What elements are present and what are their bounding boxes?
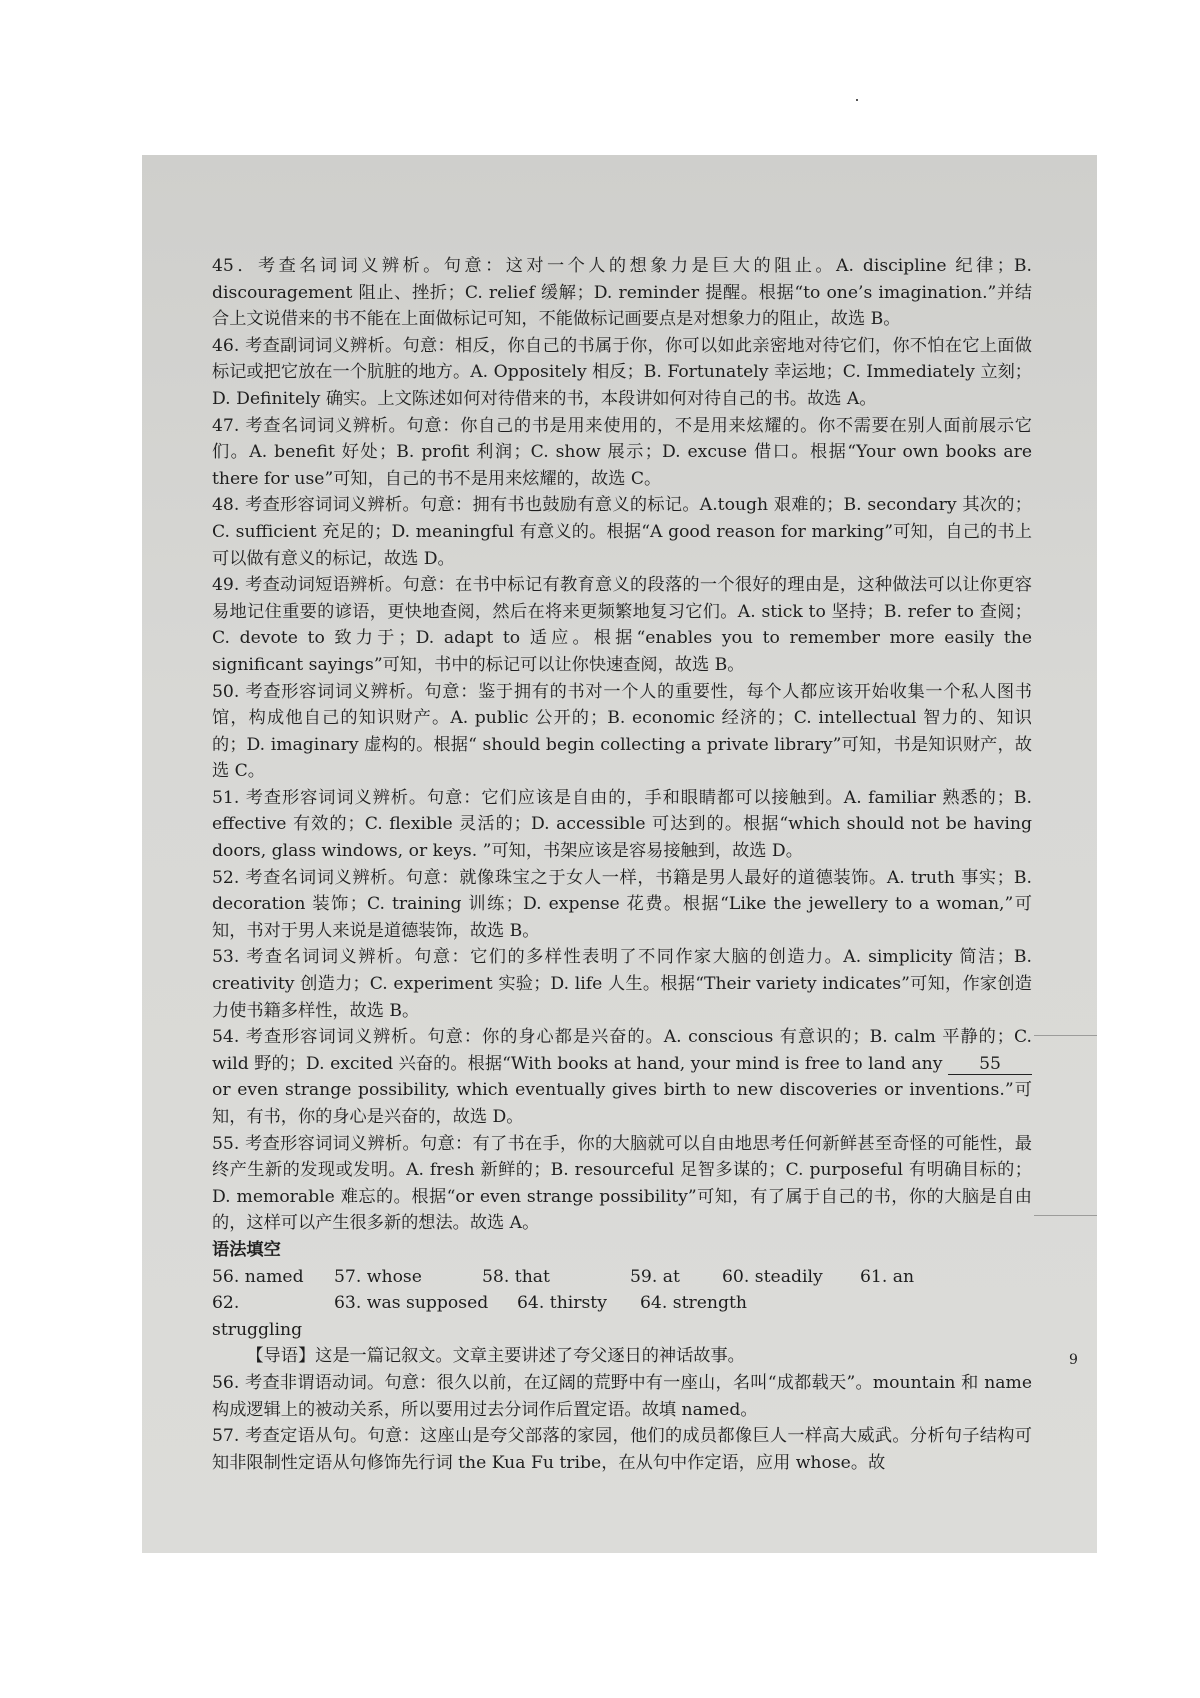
edge-line — [1034, 1035, 1097, 1036]
explanation-56: 56. 考查非谓语动词。句意：很久以前，在辽阔的荒野中有一座山，名叫“成都载天”。mountain 和 name 构成逻辑上的被动关系，所以要用过去分词作后置定语。故填 named。 — [212, 1372, 1032, 1420]
explanation-49: 49. 考查动词短语辨析。句意：在书中标记有教育意义的段落的一个很好的理由是，这种做法可以让你更容易地记住重要的谚语，更快地查阅，然后在将来更频繁地复习它们。A. stick to 坚持；B. refer to 查阅；C. devote to 致力于；D. adapt to 适应。根据“enables you to remember more easily the significant sayings”可知，书中的标记可以让你快速查阅，故选 B。 — [212, 575, 1032, 675]
explanation-47: 47. 考查名词词义辨析。句意：你自己的书是用来使用的，不是用来炫耀的。你不需要在别人面前展示它们。A. benefit 好处；B. profit 利润；C. show 展示；D. excuse 借口。根据“Your own books are there for use”可知，自己的书不是用来炫耀的，故选 C。 — [212, 415, 1032, 489]
explanation-57: 57. 考查定语从句。句意：这座山是夸父部落的家园，他们的成员都像巨人一样高大威武。分析句子结构可知非限制性定语从句修饰先行词 the Kua Fu tribe，在从句中作定语，应用 whose。故 — [212, 1426, 1032, 1473]
explanation-53: 53. 考查名词词义辨析。句意：它们的多样性表明了不同作家大脑的创造力。A. simplicity 简洁；B. creativity 创造力；C. experiment 实验；D. life 人生。根据“Their variety indicates”可知，作家创造力使书籍多样性，故选 B。 — [212, 947, 1032, 1021]
answer-65: 64. strength — [640, 1293, 747, 1314]
answer-63: 63. was supposed — [334, 1293, 489, 1314]
answer-56: 56. named — [212, 1266, 304, 1287]
section-heading-grammar: 语法填空 — [212, 1239, 281, 1260]
explanation-51: 51. 考查形容词词义辨析。句意：它们应该是自由的，手和眼睛都可以接触到。A. familiar 熟悉的；B. effective 有效的；C. flexible 灵活的；D. accessible 可达到的。根据“which should not be having doors, glass windows, or keys. ”可知，书架应该是容易接触到，故选 D。 — [212, 787, 1032, 862]
answer-row-2 — [212, 1290, 1032, 1343]
answer-60: 60. steadily — [722, 1266, 823, 1287]
explanation-55: 55. 考查形容词词义辨析。句意：有了书在手，你的大脑就可以自由地思考任何新鲜甚至奇怪的可能性，最终产生新的发现或发明。A. fresh 新鲜的；B. resourceful 足智多谋的；C. purposeful 有明确目标的；D. memorable 难忘的。根据“or even strange possibility”可知，有了属于自己的书，你的大脑是自由的，这样可以产生很多新的想法。故选 A。 — [212, 1133, 1032, 1234]
intro-note: 【导语】这是一篇记叙文。文章主要讲述了夸父逐日的神话故事。 — [246, 1346, 745, 1367]
explanation-50: 50. 考查形容词词义辨析。句意：鉴于拥有的书对一个人的重要性，每个人都应该开始收集一个私人图书馆，构成他自己的知识财产。A. public 公开的；B. economic 经济的；C. intellectual 智力的、知识的；D. imaginary 虚构的。根据“ should begin collecting a private library”可知，书是知识财产，故选 C。 — [212, 681, 1032, 782]
answer-64: 64. thirsty — [517, 1293, 607, 1314]
answer-62: 62. struggling — [212, 1293, 303, 1340]
explanation-54-after: or even strange possibility, which eventually gives birth to new discoveries or inventions.”可知，有书，你的身心是兴奋的，故选 D。 — [212, 1080, 1032, 1127]
explanation-54 — [212, 1024, 1032, 1130]
answer-59: 59. at — [630, 1266, 680, 1287]
answer-61: 61. an — [860, 1266, 915, 1287]
blank-55: 55 — [948, 1054, 1032, 1075]
answer-58: 58. that — [482, 1266, 550, 1287]
answer-57: 57. whose — [334, 1266, 422, 1287]
scanned-page — [142, 155, 1097, 1553]
explanation-45: 45．考查名词词义辨析。句意：这对一个人的想象力是巨大的阻止。A. discipline 纪律；B. discouragement 阻止、挫折；C. relief 缓解；D. reminder 提醒。根据“to one’s imagination.”并结合上文说借来的书不能在上面做标记可知，不能做标记画要点是对想象力的阻止，故选 B。 — [212, 256, 1032, 330]
answer-row-1 — [212, 1264, 1032, 1291]
speck-mark — [856, 99, 858, 101]
page-number: 9 — [1069, 1352, 1078, 1368]
explanation-52: 52. 考查名词词义辨析。句意：就像珠宝之于女人一样，书籍是男人最好的道德装饰。A. truth 事实；B. decoration 装饰；C. training 训练；D. expense 花费。根据“Like the jewellery to a woman,”可知，书对于男人来说是道德装饰，故选 B。 — [212, 867, 1032, 941]
explanation-48: 48. 考查形容词词义辨析。句意：拥有书也鼓励有意义的标记。A.tough 艰难的；B. secondary 其次的；C. sufficient 充足的；D. meaningful 有意义的。根据“A good reason for marking”可知，自己的书上可以做有意义的标记，故选 D。 — [212, 495, 1032, 569]
edge-line — [1034, 1215, 1097, 1216]
explanation-54-before: 54. 考查形容词词义辨析。句意：你的身心都是兴奋的。A. conscious 有意识的；B. calm 平静的；C. wild 野的；D. excited 兴奋的。根据“With books at hand, your mind is free to land any — [212, 1027, 1032, 1074]
explanation-46: 46. 考查副词词义辨析。句意：相反，你自己的书属于你，你可以如此亲密地对待它们，你不怕在它上面做标记或把它放在一个肮脏的地方。A. Oppositely 相反；B. Fortunately 幸运地；C. Immediately 立刻；D. Definitely 确实。上文陈述如何对待借来的书，本段讲如何对待自己的书。故选 A。 — [212, 335, 1032, 409]
answer-explanations — [212, 253, 1032, 1476]
